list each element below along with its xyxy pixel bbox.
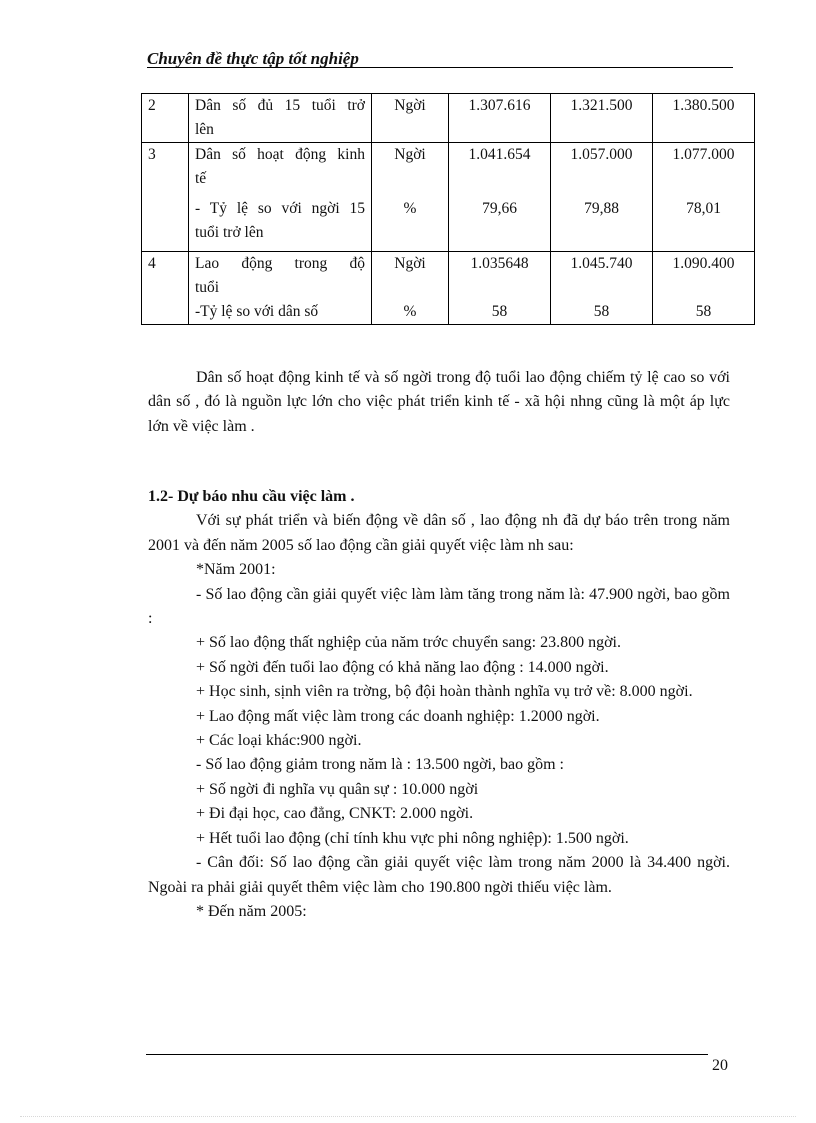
value-cell: 1.090.400 58 — [653, 252, 755, 325]
value-cell: 1.380.500 — [653, 94, 755, 143]
list-item: + Hết tuổi lao động (chỉ tính khu vực phi nông nghiệp): 1.500 ngời. — [196, 829, 629, 847]
row-number: 2 — [142, 94, 189, 143]
section-title: 1.2- Dự báo nhu cầu việc làm . — [148, 488, 355, 505]
year-2001-heading: *Năm 2001: — [196, 561, 276, 579]
list-item: + Đi đại học, cao đẳng, CNKT: 2.000 ngời. — [196, 805, 474, 823]
balance: - Cân đối: Số lao động cần giải quyết việc làm trong năm 2000 là 34.400 ngời. Ngoài ra phải giải quyết thêm việc làm cho 190.800 ngời thiếu việc làm. — [148, 854, 730, 896]
list-item: + Học sinh, sịnh viên ra trờng, bộ đội hoàn thành nghĩa vụ trở về: 8.000 ngời. — [196, 683, 693, 701]
header-title: Chuyên đề thực tập tốt nghiệp — [147, 49, 359, 68]
row-label: Lao động trong độ tuổi -Tỷ lệ so với dân số — [189, 252, 372, 325]
header-rule — [147, 67, 733, 68]
section-forecast — [148, 485, 730, 924]
table-row — [142, 252, 755, 325]
row-unit: Ngời % — [372, 143, 449, 252]
paragraph-summary: Dân số hoạt động kinh tế và số ngời trong độ tuổi lao động chiếm tỷ lệ cao so với dân số , đó là nguồn lực lớn cho việc phát triển kinh tế - xã hội nhng cũng là một áp lực lớn về việc làm . — [148, 369, 730, 435]
table-row — [142, 143, 755, 252]
list-item: + Số lao động thất nghiệp của năm trớc chuyển sang: 23.800 ngời. — [196, 634, 621, 652]
row-label: Dân số hoạt động kinh tế - Tỷ lệ so với ngời 15 tuổi trở lên — [189, 143, 372, 252]
row-unit: Ngời — [372, 94, 449, 143]
row-number: 3 — [142, 143, 189, 252]
value-cell: 1.041.654 79,66 — [449, 143, 551, 252]
list-item: + Các loại khác:900 ngời. — [196, 732, 362, 750]
value-cell: 1.307.616 — [449, 94, 551, 143]
value-cell: 1.077.000 78,01 — [653, 143, 755, 252]
list-item: + Lao động mất việc làm trong các doanh nghiệp: 1.2000 ngời. — [196, 707, 600, 725]
population-table — [141, 93, 755, 325]
value-cell: 1.045.740 58 — [551, 252, 653, 325]
row-label: Dân số đủ 15 tuổi trở lên — [189, 94, 372, 143]
row-number: 4 — [142, 252, 189, 325]
page-edge-divider — [20, 1116, 796, 1117]
section-intro: Với sự phát triển và biến động về dân số , lao động nh đã dự báo trên trong năm 2001 và đến năm 2005 số lao động cần giải quyết việc làm nh sau: — [148, 512, 730, 554]
value-cell: 1.035648 58 — [449, 252, 551, 325]
value-cell: 1.057.000 79,88 — [551, 143, 653, 252]
year-2005-heading: * Đến năm 2005: — [196, 902, 307, 920]
list-item: + Số ngời đến tuổi lao động có khả năng lao động : 14.000 ngời. — [196, 658, 609, 676]
value-cell: 1.321.500 — [551, 94, 653, 143]
need-total: - Số lao động cần giải quyết việc làm làm tăng trong năm là: 47.900 ngời, bao gồm : — [148, 585, 730, 628]
list-item: + Số ngời đi nghĩa vụ quân sự : 10.000 ngời — [196, 780, 479, 798]
decrease-total: - Số lao động giảm trong năm là : 13.500 ngời, bao gồm : — [196, 756, 564, 774]
page-number: 20 — [712, 1057, 728, 1074]
table-row — [142, 94, 755, 143]
footer-rule — [146, 1054, 708, 1055]
row-unit: Ngời % — [372, 252, 449, 325]
